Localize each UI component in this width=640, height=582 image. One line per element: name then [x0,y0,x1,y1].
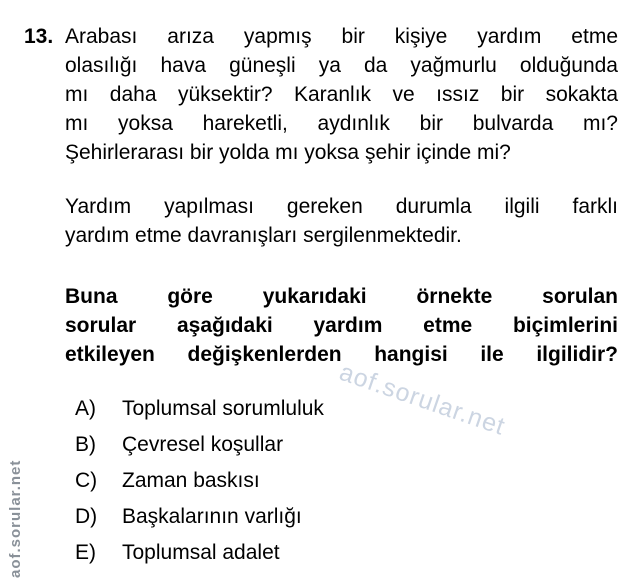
option-letter: D) [75,505,98,528]
option-text: Başkalarının varlığı [122,505,302,528]
option-letter: B) [75,433,96,456]
paragraph-line: sorular aşağıdaki yardım etme biçimlerini [65,314,618,337]
question-paragraph-2 [65,192,618,250]
option-text: Toplumsal adalet [122,541,280,564]
paragraph-line: Şehirlerarası bir yolda mı yoksa şehir içinde mi? [65,141,511,164]
option-letter: A) [75,397,96,420]
option-letter: C) [75,469,98,492]
watermark-diagonal: aof.sorular.net [335,358,509,441]
paragraph-line: mı yoksa hareketli, aydınlık bir bulvarda mı? [65,112,618,135]
option-row-e [65,538,618,567]
option-text: Çevresel koşullar [122,433,284,456]
question-number: 13. [24,25,54,48]
option-letter: E) [75,541,96,564]
option-row-c [65,466,618,495]
paragraph-line: yardım etme davranışları sergilenmektedir. [65,224,462,247]
paragraph-line: Yardım yapılması gereken durumla ilgili farklı [65,195,618,218]
options-list [65,394,618,567]
option-text: Toplumsal sorumluluk [122,397,324,420]
paragraph-line: olasılığı hava güneşli ya da yağmurlu olduğunda [65,54,618,77]
option-text: Zaman baskısı [122,469,260,492]
watermark-vertical: aof.sorular.net [7,459,24,578]
option-row-b [65,430,618,459]
paragraph-line: Buna göre yukarıdaki örnekte sorulan [65,285,618,308]
paragraph-line: mı daha yüksektir? Karanlık ve ıssız bir sokakta [65,83,618,106]
question-paragraph-1 [65,22,618,167]
question-stem-bold [65,282,618,369]
paragraph-line: etkileyen değişkenlerden hangisi ile ilgilidir? [65,343,618,366]
option-row-a [65,394,618,423]
paragraph-line: Arabası arıza yapmış bir kişiye yardım etme [65,25,618,48]
option-row-d [65,502,618,531]
question-content [65,22,618,574]
